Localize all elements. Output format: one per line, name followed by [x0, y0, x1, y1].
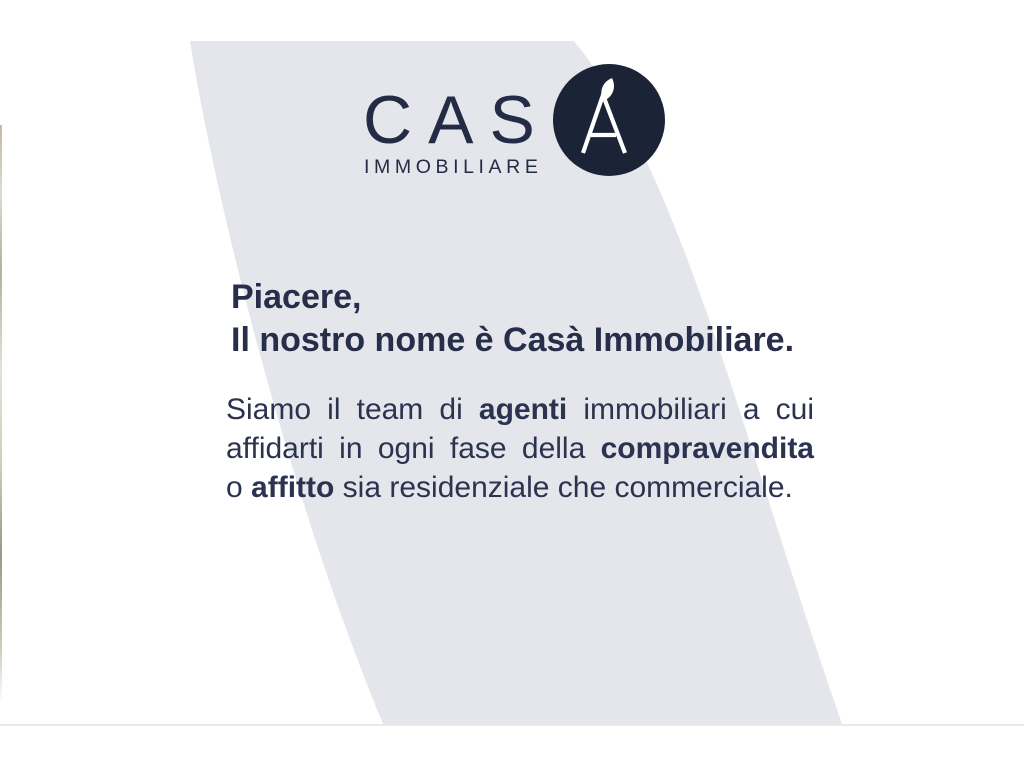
left-edge-artifact-strip: [0, 125, 2, 705]
page-title: [231, 276, 841, 362]
paragraph-text: sia residenziale che commerciale.: [334, 471, 793, 504]
bottom-divider-line: [0, 724, 1024, 726]
heading-line-1: Piacere,: [231, 278, 362, 316]
logo-wordmark-cas: CAS: [363, 82, 551, 158]
logo-subtitle-immobiliare: IMMOBILIARE: [364, 156, 543, 178]
intro-paragraph: [226, 390, 814, 507]
paragraph-bold-text: affitto: [251, 471, 335, 504]
paragraph-bold-text: compravendita: [600, 432, 814, 465]
paragraph-text: immobiliari a cui: [567, 393, 815, 426]
paragraph-text: Siamo il team di: [226, 393, 479, 426]
paragraph-line: [226, 429, 814, 468]
paragraph-text: affidarti in ogni fase della: [226, 432, 601, 465]
paragraph-line: [226, 390, 814, 429]
logo-badge-circle-a-grave-icon: [548, 59, 670, 181]
heading-line-2: Il nostro nome è Casà Immobiliare.: [231, 321, 795, 359]
paragraph-bold-text: agenti: [478, 393, 568, 426]
paragraph-line: [226, 468, 814, 507]
paragraph-text: o: [226, 471, 252, 504]
